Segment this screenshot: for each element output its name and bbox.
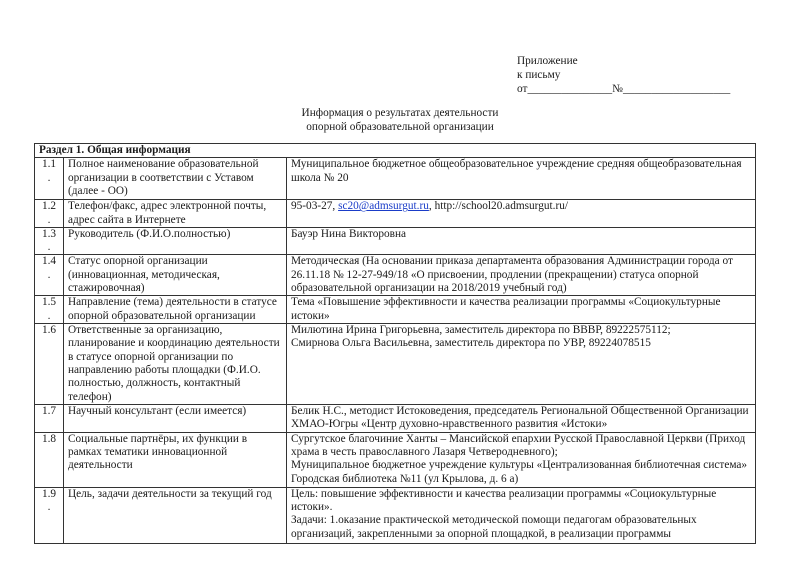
appendix-line-1: Приложение <box>517 55 578 67</box>
table-row <box>35 487 756 543</box>
table-row <box>35 324 756 405</box>
row-label: Ответственные за организацию, планирование и координацию деятельности в статусе опорной организации по направлению работы площадки (Ф.И.О. полностью, должность, контактный телефон) <box>64 324 287 405</box>
document-title <box>250 106 550 134</box>
table-row <box>35 432 756 487</box>
table-row <box>35 255 756 296</box>
appendix-number-blank: ___________________ <box>622 83 731 95</box>
row-number: 1.2 . <box>35 200 64 228</box>
info-table <box>34 143 756 544</box>
table-row <box>35 296 756 324</box>
appendix-date-blank: _______________ <box>527 83 613 95</box>
row-value: Муниципальное бюджетное общеобразовательное учреждение средняя общеобразовательная школа № 20 <box>287 158 756 200</box>
table-row <box>35 200 756 228</box>
appendix-line-3 <box>517 82 730 96</box>
row-label: Направление (тема) деятельности в статусе опорной образовательной организации <box>64 296 287 324</box>
title-line-1: Информация о результатах деятельности <box>301 107 499 119</box>
appendix-line-2: к письму <box>517 69 561 81</box>
row-value: Тема «Повышение эффективности и качества реализации программы «Социокультурные истоки» <box>287 296 756 324</box>
row-value: Бауэр Нина Викторовна <box>287 227 756 255</box>
row-label: Телефон/факс, адрес электронной почты, адрес сайта в Интернете <box>64 200 287 228</box>
section-header: Раздел 1. Общая информация <box>35 144 756 158</box>
table-row <box>35 405 756 433</box>
row-value: Сургутское благочиние Ханты – Мансийской епархии Русской Православной Церкви (Приход храма в честь православного Лазаря Четверодневного); Муниципальное бюджетное учреждение культуры «Централизованная библиотечная система» Городская библиотека №11 (ул Крылова, д. 6 а) <box>287 432 756 487</box>
row-label: Научный консультант (если имеется) <box>64 405 287 433</box>
table-row <box>35 158 756 200</box>
row-value: Милютина Ирина Григорьевна, заместитель директора по ВВВР, 89222575112; Смирнова Ольга Васильевна, заместитель директора по УВР, 89224078515 <box>287 324 756 405</box>
row-number: 1.7 <box>35 405 64 433</box>
appendix-number-label: № <box>612 83 623 95</box>
row-label: Руководитель (Ф.И.О.полностью) <box>64 227 287 255</box>
row-label: Статус опорной организации (инновационная, методическая, стажировочная) <box>64 255 287 296</box>
title-line-2: опорной образовательной организации <box>306 121 494 133</box>
row-number: 1.8 <box>35 432 64 487</box>
row-number: 1.6 <box>35 324 64 405</box>
row-number: 1.4 . <box>35 255 64 296</box>
appendix-block <box>517 54 730 96</box>
email-link[interactable]: sc20@admsurgut.ru <box>338 200 429 213</box>
row-label: Полное наименование образовательной организации в соответствии с Уставом (далее - ОО) <box>64 158 287 200</box>
row-value: Белик Н.С., методист Истоковедения, председатель Региональной Общественной Организации ХМАО-Югры «Центр духовно-нравственного развития «Истоки» <box>287 405 756 433</box>
row-value: Цель: повышение эффективности и качества реализации программы «Социокультурные истоки». Задачи: 1.оказание практической методической помощи педагогам образовательных организаций, закрепленными за опорной площадкой, в реализации программы <box>287 487 756 543</box>
website-value: , http://school20.admsurgut.ru/ <box>428 200 569 213</box>
row-value <box>287 200 756 228</box>
row-label: Цель, задачи деятельности за текущий год <box>64 487 287 543</box>
row-number: 1.1 . <box>35 158 64 200</box>
row-number: 1.9 . <box>35 487 64 543</box>
row-number: 1.3 . <box>35 227 64 255</box>
phone-value: 95-03-27, <box>291 200 339 213</box>
row-label: Социальные партнёры, их функции в рамках тематики инновационной деятельности <box>64 432 287 487</box>
section-header-row <box>35 144 756 158</box>
table-row <box>35 227 756 255</box>
row-number: 1.5 . <box>35 296 64 324</box>
row-value: Методическая (На основании приказа департамента образования Администрации города от 26.11.18 № 12-27-949/18 «О присвоении, продлении (прекращении) статуса опорной образовательной организации на 2018/2019 учебный год) <box>287 255 756 296</box>
appendix-from-label: от <box>517 83 528 95</box>
